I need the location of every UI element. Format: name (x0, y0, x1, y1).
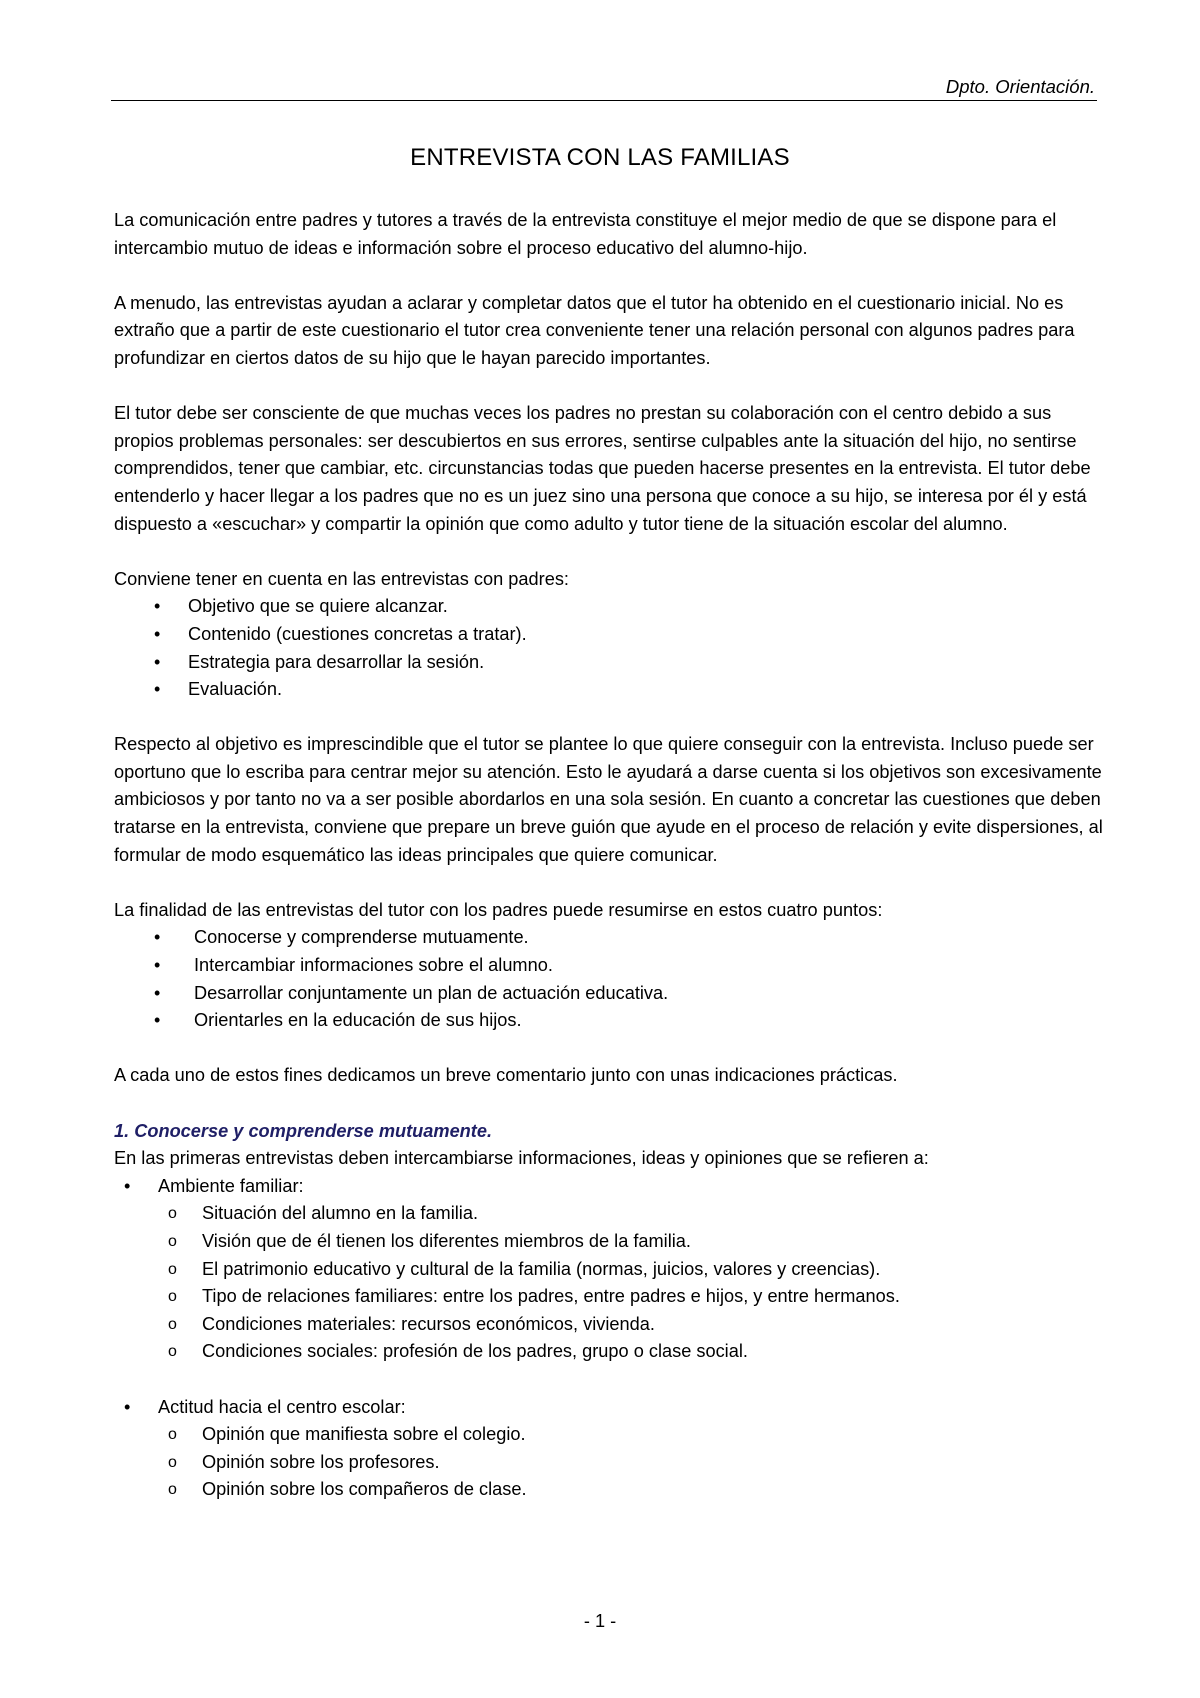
sub-list-item: o El patrimonio educativo y cultural de la familia (normas, juicios, valores y creencias). (158, 1256, 1104, 1284)
group-label: • Actitud hacia el centro escolar: (158, 1397, 406, 1417)
paragraph-objetivo: Respecto al objetivo es imprescindible que el tutor se plantee lo que quiere conseguir con la entrevista. Incluso puede ser oportuno que lo escriba para centrar mejor su atención. Esto le ayudará a darse cuenta si los objetivos son excesivamente ambiciosos y por tanto no va a ser posible abordarlos en una sola sesión. En cuanto a concretar las cuestiones que deben tratarse en la entrevista, conviene que prepare un breve guión que ayude en el proceso de relación y evite dispersiones, al formular de modo esquemático las ideas principales que quiere comunicar. (114, 734, 1103, 865)
header-department: Dpto. Orientación. (945, 76, 1095, 97)
paragraph-cuestionario: A menudo, las entrevistas ayudan a aclarar y completar datos que el tutor ha obtenido en el cuestionario inicial. No es extraño que a partir de este cuestionario el tutor crea conveniente tener una relación personal con algunos padres para profundizar en ciertos datos de su hijo que le hayan parecido importantes. (114, 292, 1075, 368)
sub-list-item: o Opinión sobre los compañeros de clase. (158, 1476, 1104, 1504)
page-header (111, 70, 1097, 101)
list-item: • Evaluación. (114, 676, 1104, 704)
sub-list-item: o Situación del alumno en la familia. (158, 1200, 1104, 1228)
section-intro: En las primeras entrevistas deben intercambiarse informaciones, ideas y opiniones que se refieren a: (114, 1148, 929, 1169)
group-ambiente-familiar (114, 1173, 1104, 1366)
group-actitud-centro (114, 1394, 1104, 1504)
document-title: ENTREVISTA CON LAS FAMILIAS (410, 144, 790, 171)
group-label: • Ambiente familiar: (158, 1176, 304, 1196)
list-item: • Intercambiar informaciones sobre el alumno. (114, 952, 1104, 980)
sub-list-item: o Condiciones sociales: profesión de los padres, grupo o clase social. (158, 1338, 1104, 1366)
sub-list-item: o Visión que de él tienen los diferentes miembros de la familia. (158, 1228, 1104, 1256)
sub-list-item: o Opinión que manifiesta sobre el colegio. (158, 1421, 1104, 1449)
list-item: • Desarrollar conjuntamente un plan de actuación educativa. (114, 980, 1104, 1008)
list-item: • Objetivo que se quiere alcanzar. (114, 593, 1104, 621)
sub-list-item: o Opinión sobre los profesores. (158, 1449, 1104, 1477)
list1 (114, 593, 1104, 703)
sub-list-item: o Tipo de relaciones familiares: entre los padres, entre padres e hijos, y entre hermanos. (158, 1283, 1104, 1311)
list-item: • Conocerse y comprenderse mutuamente. (114, 924, 1104, 952)
page-number: - 1 - (583, 1611, 617, 1631)
list-item: • Orientarles en la educación de sus hijos. (114, 1007, 1104, 1035)
paragraph-intro: La comunicación entre padres y tutores a través de la entrevista constituye el mejor medio de que se dispone para el intercambio mutuo de ideas e información sobre el proceso educativo del alumno-hijo. (114, 210, 1057, 258)
sub-list (158, 1421, 1104, 1504)
list2-intro: La finalidad de las entrevistas del tutor con los padres puede resumirse en estos cuatro puntos: (114, 899, 883, 920)
list-item: • Contenido (cuestiones concretas a tratar). (114, 621, 1104, 649)
document-body (114, 207, 1104, 1504)
sub-list-item: o Condiciones materiales: recursos económicos, vivienda. (158, 1311, 1104, 1339)
list1-intro: Conviene tener en cuenta en las entrevistas con padres: (114, 568, 569, 589)
list2 (114, 924, 1104, 1034)
section-groups (114, 1173, 1104, 1504)
paragraph-tutor: El tutor debe ser consciente de que muchas veces los padres no prestan su colaboración con el centro debido a sus propios problemas personales: ser descubiertos en sus errores, sentirse culpables ante la situación del hijo, no sentirse comprendidos, tener que cambiar, etc. circunstancias todas que pueden hacerse presentes en la entrevista. El tutor debe entenderlo y hacer llegar a los padres que no es un juez sino una persona que conoce a su hijo, se interesa por él y está dispuesto a «escuchar» y compartir la opinión que como adulto y tutor tiene de la situación escolar del alumno. (114, 403, 1091, 534)
paragraph-fines: A cada uno de estos fines dedicamos un breve comentario junto con unas indicaciones prácticas. (114, 1065, 898, 1086)
sub-list (158, 1200, 1104, 1366)
section-heading: 1. Conocerse y comprenderse mutuamente. (114, 1120, 493, 1141)
list-item: • Estrategia para desarrollar la sesión. (114, 649, 1104, 677)
